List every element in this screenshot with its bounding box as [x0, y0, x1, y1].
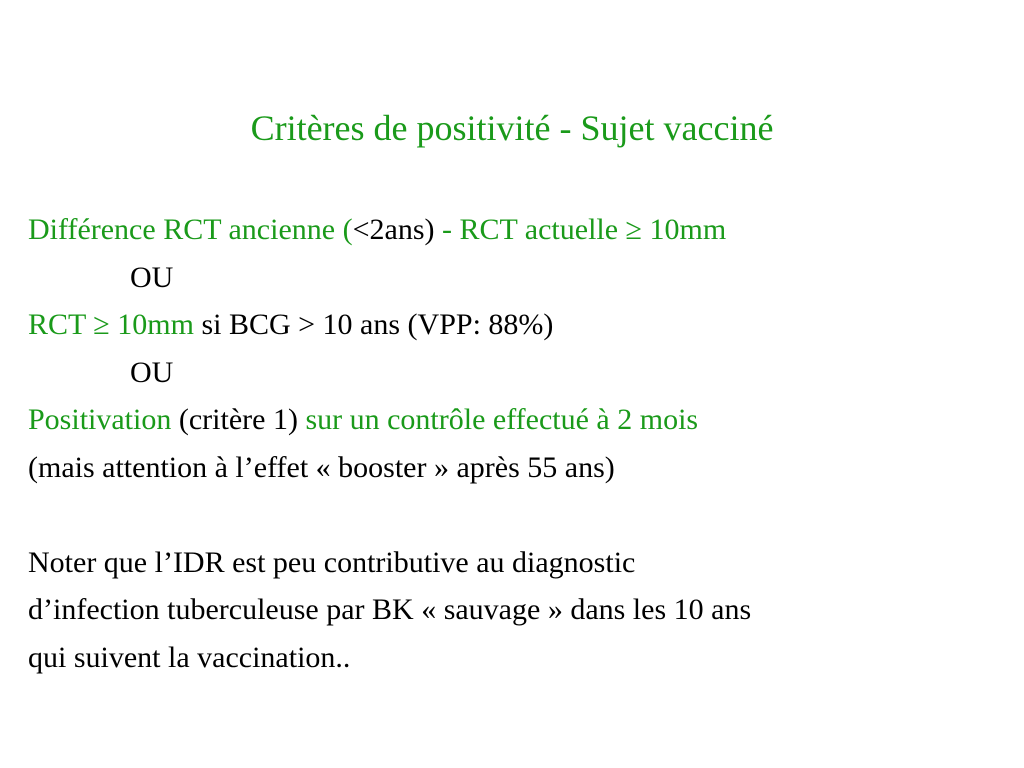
criterion-difference-line [28, 206, 1003, 254]
criterion-rct-threshold: RCT ≥ 10mm [28, 308, 194, 341]
criterion-positivation-ref: (critère 1) [171, 403, 306, 436]
criterion-bcg-condition: si BCG > 10 ans (VPP: 88%) [193, 308, 554, 341]
booster-warning: (mais attention à l’effet « booster » après 55 ans) [28, 450, 615, 484]
slide-body [28, 206, 1003, 681]
slide-title: Critères de positivité - Sujet vacciné [250, 108, 774, 148]
note-line-1: Noter que l’IDR est peu contributive au diagnostic [28, 545, 636, 579]
note-line-2: d’infection tuberculeuse par BK « sauvage » dans les 10 ans [28, 593, 752, 626]
criterion-age-limit: <2ans) [352, 213, 435, 246]
or-separator-2: OU [130, 355, 174, 389]
criterion-positivation-label: Positivation [28, 403, 172, 436]
or-separator-1: OU [130, 260, 174, 294]
criterion-difference-text: Différence RCT ancienne ( [28, 213, 353, 246]
criterion-current-rct: - RCT actuelle ≥ 10mm [434, 213, 727, 246]
criterion-positivation-line [28, 396, 1003, 444]
note-line-3: qui suivent la vaccination.. [28, 640, 351, 674]
paragraph-spacer [28, 491, 1003, 539]
criterion-bcg-line [28, 301, 1003, 349]
criterion-positivation-control: sur un contrôle effectué à 2 mois [305, 403, 699, 436]
